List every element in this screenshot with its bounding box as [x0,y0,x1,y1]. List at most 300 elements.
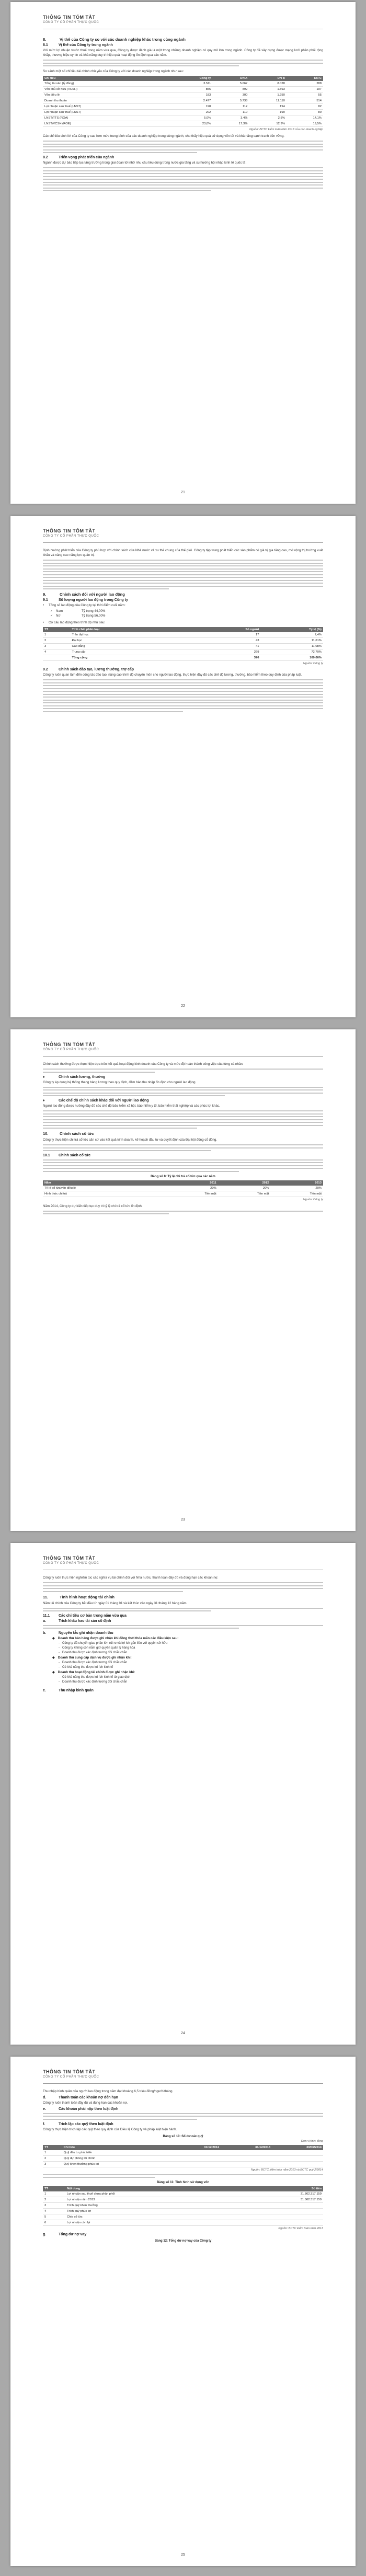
table-cell: 194 [249,104,286,110]
table-header-cell: 2013 [270,1180,323,1186]
subsection-heading: 9.1 Số lượng người lao động trong Công ty [43,598,128,602]
table-cell: 370 [193,655,260,661]
text-block [43,2174,323,2178]
list-item: ◆ Doanh thu cung cấp dịch vụ được ghi nhận khi: [52,1656,132,1660]
text-line [43,702,323,703]
table-header-cell: Tính chất phân loại [70,627,193,632]
table-cell [244,2214,323,2220]
table-header-cell: TT [43,2186,65,2191]
table-header-cell: Tỷ lệ (%) [260,627,323,632]
table-cell: 80 [287,110,323,115]
table-unit: Đơn vị tính: đồng [301,2139,323,2143]
document-page-22 [10,516,356,1017]
table-cell: 5 [43,2214,65,2220]
table-cell: 112 [212,104,249,110]
text-block [43,1582,323,1592]
table-cell: Quỹ đầu tư phát triển [62,2150,170,2156]
table-cell [169,2161,221,2167]
text-line [43,146,323,147]
text-line [43,1171,239,1172]
text-line [43,1072,155,1073]
table-cell: 6 [43,2220,65,2226]
list-item: ✓ Nữ Tỷ trọng 56,00% [50,614,106,618]
text-line [43,1159,323,1161]
table-cell: LNST/TTS (ROA) [43,115,167,121]
table-row [43,1191,323,1197]
table-cell: 11.110 [249,98,286,104]
table-row [43,110,323,115]
table-cell [221,2150,272,2156]
table-row [43,81,323,87]
section-heading: 11. Tình hình hoạt động tài chính [43,1594,115,1599]
page-header [43,15,323,29]
text-line [43,700,323,701]
table-cell: 55 [287,92,323,98]
table-cell: Quỹ dự phòng tài chính [62,2155,170,2161]
table-row [43,98,323,104]
table-caption: Bảng 12: Tổng dư nợ vay của Công ty [154,2240,212,2243]
table-source: Nguồn: BCTC kiểm toán năm 2013 của các doanh nghiệp [249,128,323,131]
subsection-heading: ♦ Các chế độ chính sách khác đối với người lao động [43,1099,149,1103]
bullet-note: • Cơ cấu lao động theo trình độ như sau: [43,621,106,624]
table-cell: 3 [43,2203,65,2209]
table-cell [233,2220,244,2226]
table-cell: 1.593 [249,87,286,92]
table-cell: Lợi nhuận năm 2013 [65,2197,233,2203]
text-line [43,694,323,695]
table-cell: 14,1% [287,115,323,121]
table-header-cell: Chỉ tiêu [43,76,167,81]
table-cell: 2,4% [260,632,323,638]
table-cell: 183 [167,92,212,98]
table-cell: 288 [287,81,323,87]
list-item: ◆ Doanh thu hoạt động tài chính được ghi nhận khi: [52,1670,135,1674]
table-row [43,638,323,644]
table-cell [169,2150,221,2156]
text-line [43,685,323,686]
table-cell: 4 [43,2209,65,2214]
text-line [43,1069,323,1070]
text-line [43,141,323,142]
text-block [43,1211,323,1215]
table-cell: 300 [212,92,249,98]
table-cell: Trích quỹ khen thưởng [65,2203,233,2209]
table-header-cell: 2011 [165,1180,218,1186]
text-block [43,1087,323,1097]
table-row [43,627,323,632]
list-subitem: - Doanh thu được xác định tương đối chắc chắn [59,1661,128,1664]
text-line [43,1625,323,1626]
text-line [43,1119,323,1120]
text-line [43,679,323,680]
text-block [43,1625,323,1629]
table-cell: Trên đại học [70,632,193,638]
table-cell: Tổng tài sản (tỷ đồng) [43,81,167,87]
table-cell [43,655,70,661]
table-cell: 12,9% [249,121,286,127]
table-cell [233,2214,244,2220]
table-cell [272,2161,323,2167]
text-line [43,1095,225,1096]
table-cell: 5.667 [212,81,249,87]
table-caption: Bảng số 11: Tình hình sử dụng vốn [156,2181,210,2184]
paragraph: Thu nhập bình quân của người lao động trong năm đạt khoảng 6,5 triệu đồng/người/tháng. [43,2090,174,2093]
text-line [43,1128,197,1129]
text-line [43,1213,169,1214]
table-cell: Tiền mặt [165,1191,218,1197]
paragraph: Công ty luôn thanh toán đầy đủ và đúng hạn các khoản nợ. [43,2101,128,2105]
list-subitem: - Có khả năng thu được lợi ích kinh tế [59,1666,113,1669]
table-cell: 2.477 [167,98,212,104]
header-subtitle: CÔNG TY CỔ PHẦN THỰC QUỐC [43,2075,99,2079]
list-subitem: - Doanh thu được xác định tương đối chắc chắn [59,1680,128,1684]
table-cell [221,2161,272,2167]
text-line [43,173,323,174]
subsection-heading: d. Thanh toán các khoản nợ đến hạn [43,2096,118,2099]
text-line [43,176,323,177]
table-header-cell: 2012 [218,1180,271,1186]
text-line [43,1110,323,1111]
table-cell [233,2197,244,2203]
table-cell: Chia cổ tức [65,2214,233,2220]
table-cell: 17,3% [212,121,249,127]
text-line [43,188,323,189]
text-line [43,2116,323,2117]
table-cell: 31.862.317.159 [244,2191,323,2197]
table-source: Nguồn: BCTC kiểm toán năm 2013 và BCTC quý 2/2014 [250,2168,323,2172]
subsection-heading: ♦ Chính sách lương, thưởng [43,1075,106,1079]
funds-table [43,2145,323,2167]
text-line [43,577,323,578]
table-header-cell: DN A [212,76,249,81]
table-cell: 202 [167,110,212,115]
header-title: THÔNG TIN TÓM TẮT [43,528,96,533]
text-line [43,1162,323,1163]
table-cell: Tiền mặt [218,1191,271,1197]
labor-structure-table [43,627,323,661]
text-line [43,705,323,706]
list-subitem: - Doanh thu được xác định tương đối chắc chắn [59,1651,128,1654]
subsection-heading: f. Trích lập các quỹ theo luật định [43,2122,113,2126]
header-subtitle: CÔNG TY CỔ PHẦN THỰC QUỐC [43,1562,99,1565]
text-line [43,711,183,712]
table-row [43,2191,323,2197]
table-cell: LNST/VCSH (ROE) [43,121,167,127]
text-block [43,560,323,589]
paragraph: Công ty luôn thực hiện nghiêm túc các nghĩa vụ tài chính đối với Nhà nước, thanh toán đầy đủ và đúng hạn các khoản nợ. [43,1576,219,1580]
document-page-24 [10,1543,356,2045]
subsection-heading: 9.2 Chính sách đào tạo, lương thưởng, trợ cấp [43,668,134,671]
page-header [43,1556,323,1570]
text-line [43,688,323,689]
paragraph: Năm tài chính của Công ty bắt đầu từ ngày 01 tháng 01 và kết thúc vào ngày 31 tháng 12 hàng năm. [43,1601,188,1605]
table-cell: Vốn chủ sở hữu (VCSH) [43,87,167,92]
text-line [43,1591,183,1592]
table-source: Nguồn: Công ty [303,1198,323,1201]
table-cell: Trích quỹ phúc lợi [65,2209,233,2214]
paragraph: Công ty thực hiện chi trả cổ tức căn cứ vào kết quả kinh doanh, kế hoạch đầu tư và quyết định của Đại hội đồng cổ đông. [43,1138,218,1142]
table-header-cell: TT [43,627,70,632]
paragraph: Với mức lợi nhuận trước thuế trong năm vừa qua, Công ty được đánh giá là một trong những doanh nghiệp có quy mô lớn trong ngành. Công ty đã xây dựng được mạng lưới phân phối rộng khắp, thương hiệu uy tín và khả năng duy trì hiệu quả hoạt động ổn định qua các năm. [43,49,323,57]
text-line [43,167,323,168]
text-line [43,1585,323,1586]
table-cell: 8.028 [249,81,286,87]
text-line [43,1610,211,1611]
subsection-heading: 8.2 Triển vọng phát triển của ngành [43,156,115,159]
table-cell: 11,61% [260,638,323,644]
table-cell [233,2209,244,2214]
subsection-heading: 10.1 Chính sách cổ tức [43,1154,91,1157]
text-block [43,2113,323,2120]
table-header-cell: 31/12/2012 [169,2145,221,2150]
subsection-heading: c. Thu nhập bình quân [43,1689,94,1692]
table-row [43,76,323,81]
table-row [43,2197,323,2203]
text-line [43,1113,323,1115]
table-cell: 72,70% [260,649,323,655]
table-cell: 41 [193,644,260,649]
text-line [43,1628,239,1629]
text-line [43,1150,211,1151]
text-line [43,1608,323,1609]
table-row [43,87,323,92]
table-row [43,2214,323,2220]
text-line [43,179,323,180]
text-line [43,580,323,581]
table-cell: 110 [212,110,249,115]
table-header-cell: 30/06/2014 [272,2145,323,2150]
subsection-heading: g. Tổng dư nợ vay [43,2233,87,2236]
table-header-cell: Số người [193,627,260,632]
subsection-heading: e. Các khoản phải nộp theo luật định [43,2107,119,2111]
table-cell [272,2150,323,2156]
table-header-cell: Số tiền [244,2186,323,2191]
table-cell: 2,5% [249,115,286,121]
table-cell: 892 [212,87,249,92]
header-title: THÔNG TIN TÓM TẮT [43,15,96,20]
table-cell: Tổng cộng [70,655,193,661]
table-row [43,121,323,127]
capital-usage-table [43,2186,323,2226]
section-heading: 8. Vị thế của Công ty so với các doanh nghiệp khác trong cùng ngành [43,37,186,42]
page-number: 22 [181,1004,185,1008]
paragraph: Người lao động được hưởng đầy đủ các chế độ bảo hiểm xã hội, bảo hiểm y tế, bảo hiểm thất nghiệp và các phúc lợi khác. [43,1104,220,1108]
table-row [43,2150,323,2156]
text-block [43,1608,323,1612]
table-row [43,632,323,638]
table-cell: 2 [43,2155,62,2161]
table-cell: Lợi nhuận sau thuế (LNST) [43,110,167,115]
text-line [43,1089,323,1090]
table-cell: Hình thức chi trả [43,1191,165,1197]
paragraph: Các chỉ tiêu sinh lời của Công ty cao hơn mức trung bình của các doanh nghiệp trong cùng ngành, cho thấy hiệu quả sử dụng vốn tốt và khả năng cạnh tranh bền vững. [43,134,284,138]
text-line [43,697,323,698]
table-row [43,644,323,649]
table-cell: 190 [249,110,286,115]
text-block [43,1159,323,1172]
text-line [43,2119,197,2120]
table-row [43,2145,323,2150]
table-cell [244,2209,323,2214]
header-title: THÔNG TIN TÓM TẮT [43,2069,96,2074]
header-subtitle: CÔNG TY CỔ PHẦN THỰC QUỐC [43,1048,99,1051]
header-title: THÔNG TIN TÓM TẮT [43,1556,96,1561]
text-line [43,560,323,561]
text-line [43,1588,323,1589]
bullet-intro: • Tổng số lao động của Công ty tại thời điểm cuối năm: [43,604,125,607]
text-line [43,1116,323,1117]
subsection-heading: b. Nguyên tắc ghi nhận doanh thu [43,1631,113,1635]
table-caption: Bảng số 8: Tỷ lệ chi trả cổ tức qua các năm [151,1175,215,1178]
text-line [43,568,323,570]
page-number: 25 [181,2553,185,2557]
table-row [43,2203,323,2209]
paragraph: Công ty thực hiện trích lập các quỹ theo quy định của Điều lệ Công ty và pháp luật hiện hành. [43,2127,177,2131]
table-cell: 11,08% [260,644,323,649]
table-header-cell: 31/12/2013 [221,2145,272,2150]
section-heading: 9. Chính sách đối với người lao động [43,592,125,597]
document-page-21 [10,2,356,504]
table-header-cell: DN B [249,76,286,81]
text-line [43,2177,155,2178]
text-line [43,1211,323,1212]
text-line [43,571,323,572]
page-number: 24 [181,2032,185,2035]
table-cell: Lợi nhuận còn lại [65,2220,233,2226]
text-line [43,565,323,566]
table-cell: 198 [167,104,212,110]
table-cell: 3,4% [212,115,249,121]
document-page-23 [10,1029,356,1531]
text-line [43,574,323,575]
table-row [43,649,323,655]
table-cell: 3 [43,644,70,649]
subsection-heading: a. Trích khấu hao tài sản cố định [43,1619,111,1623]
table-total-row [43,655,323,661]
text-line [43,1125,323,1126]
text-line [43,65,239,66]
table-cell: 197 [287,87,323,92]
table-cell: 82 [287,104,323,110]
table-cell: 23,0% [167,121,212,127]
header-title: THÔNG TIN TÓM TẮT [43,1042,96,1047]
text-block [43,1069,323,1073]
paragraph: Định hướng phát triển của Công ty phù hợp với chính sách của Nhà nước và xu thế chung của thế giới. Công ty tập trung phát triển các sản phẩm có giá trị gia tăng cao, mở rộng thị trường xuất khẩu và nâng cao năng lực quản trị. [43,549,323,557]
text-line [43,190,211,191]
table-row [43,92,323,98]
table-cell: 3.511 [167,81,212,87]
table-header-cell: Chỉ tiêu [62,2145,170,2150]
document-page-25 [10,2057,356,2566]
table-cell: 20% [218,1186,271,1191]
list-subitem: - Công ty không còn nắm giữ quyền quản lý hàng hóa [59,1646,135,1650]
table-cell: 1.250 [249,92,286,98]
text-line [43,1093,323,1094]
text-line [43,170,323,171]
comparison-table [43,76,323,127]
text-line [43,691,323,692]
table-cell: 1 [43,2191,65,2197]
table-cell: 3 [43,2161,62,2167]
text-block [43,60,323,66]
table-cell: 100,00% [260,655,323,661]
paragraph: Chính sách thưởng được thực hiện dựa trên kết quả hoạt động kinh doanh của Công ty và mức độ hoàn thành công việc của từng cá nhân. [43,1062,244,1066]
table-header-cell: DN C [287,76,323,81]
table-cell: 5.738 [212,98,249,104]
table-header-cell: TT [43,2145,62,2150]
table-cell: 2 [43,638,70,644]
table-cell: Tỷ lệ cổ tức/vốn điều lệ [43,1186,165,1191]
page-header [43,1042,323,1057]
table-source: Nguồn: Công ty [303,662,323,665]
list-subitem: - Có khả năng thu được lợi ích kinh tế từ giao dịch [59,1676,131,1679]
page-number: 21 [181,491,185,494]
text-block [43,679,323,712]
table-row [43,2161,323,2167]
text-line [43,1168,323,1169]
table-caption: Bảng số 10: Số dư các quỹ [163,2134,203,2138]
header-subtitle: CÔNG TY CỔ PHẦN THỰC QUỐC [43,535,99,538]
table-cell: Đại học [70,638,193,644]
table-header-cell: Công ty [167,76,212,81]
text-line [43,1144,323,1145]
revenue-recognition-list [52,1636,323,1685]
table-cell: Trung cấp [70,649,193,655]
table-cell: Doanh thu thuần [43,98,167,104]
subsection-heading: 8.1 Vị thế của Công ty trong ngành [43,43,113,47]
table-cell: 1 [43,2150,62,2156]
text-line [43,588,169,589]
table-cell [233,2203,244,2209]
text-line [43,708,323,709]
table-cell: 269 [193,649,260,655]
table-row [43,1180,323,1186]
text-line [43,1165,323,1166]
text-line [43,1122,323,1123]
header-subtitle: CÔNG TY CỔ PHẦN THỰC QUỐC [43,21,99,24]
table-header-cell: Năm [43,1180,165,1186]
page-number: 23 [181,1518,185,1522]
table-row [43,1186,323,1191]
page-header [43,2069,323,2084]
text-block [43,167,323,191]
text-line [43,144,323,145]
table-cell: 2 [43,2197,65,2203]
text-line [43,1147,323,1148]
paragraph: So sánh một số chỉ tiêu tài chính chủ yếu của Công ty với các doanh nghiệp trong ngành như sau: [43,69,184,73]
table-cell [272,2155,323,2161]
text-block [43,141,323,153]
section-heading: 10. Chính sách cổ tức [43,1131,94,1136]
text-line [43,152,197,153]
text-block [43,1110,323,1129]
page-header [43,528,323,543]
list-subitem: - Công ty đã chuyển giao phần lớn rủi ro và lợi ích gắn liền với quyền sở hữu [59,1642,168,1645]
text-line [43,60,323,61]
text-line [43,2174,323,2175]
table-cell: Lợi nhuận sau thuế (LNST) [43,104,167,110]
table-row [43,2220,323,2226]
table-cell: Cao đẳng [70,644,193,649]
text-line [43,2113,323,2114]
table-cell [221,2155,272,2161]
table-header-cell: Nội dung [65,2186,233,2191]
table-row [43,115,323,121]
table-row [43,104,323,110]
table-cell: 20% [165,1186,218,1191]
paragraph: Công ty luôn quan tâm đến công tác đào tạo, nâng cao trình độ chuyên môn cho người lao động, thực hiện đầy đủ các chế độ lương, thưởng, bảo hiểm theo quy định của pháp luật. [43,673,302,677]
text-line [43,184,323,185]
